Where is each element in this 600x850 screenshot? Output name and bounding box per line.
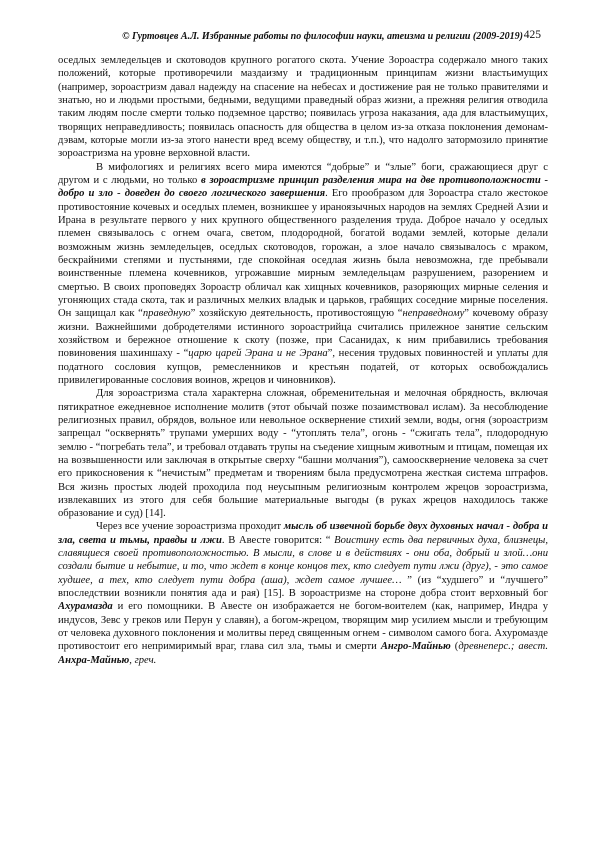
text-run: . В Авесте говорится: “: [221, 534, 335, 546]
emphasis-bold-italic: в зороастризме принцип разделения мира на две противоположности - добро и зло - доведен до своего логического завершения: [58, 174, 548, 200]
emphasis-italic: неправедному: [402, 308, 465, 320]
emphasis-italic: царю царей Эрана и не Эрана: [188, 348, 328, 360]
emphasis-italic: греч.: [134, 654, 157, 666]
text-run: ” (из “худшего” и “лучшего” впоследствии возникли понятия ада и рая) [15]. В зороастризме на стороне добра стоит верховный бог: [58, 574, 548, 600]
text-run: . Его прообразом для Зороастра стало жестокое противостояние кочевых и оседлых племен, возникшее у ираноязычных народов на землях Средней Азии и Ирана в результате первого у них крупного общественного разделения труда. Доброе начало у оседлых племен связывалось с огнем очага, светом, плодородной, богатой водами землей, которые делали возможным жизнь земледельцев, оседлых скотоводов, горожан, а злое начало связывалось с мраком, бескрайними степями и пустынями, где спокойная оседлая жизнь была невозможна, где пребывали воинственные племена кочевников, угрожавшие мирным земледельцам разрушением, разорением и смертью. В своих проповедях Зороастр обличал как хищных кочевников, разоряющих мирные селения и угоняющих стада скота, так и различных мелких владык и царьков, грабящих соседние мирные поселения. Он защищал как “: [58, 188, 548, 320]
emphasis-bold-italic: мысль об извечной борьбе двух духовных начал - добра и зла, света и тьмы, правды и лжи: [58, 521, 548, 546]
text-run: ”, несения трудовых повинностей и уплаты для податного сословия купцов, ремесленников и крестьян податей, от которых освобождались привилегированные сословия воинов, жрецов и чиновников).: [58, 348, 548, 386]
emphasis-italic: Воистину есть два первичных духа, близнецы, славящиеся своей противоположностью. В мысли, в слове и в действиях - они оба, добрый и злой…они создали бытие и небытие, и то, что ждет в конце концов тех, кто следует пути лжи (друг), - это самое худшее, а тех, кто следует пути добра (аша), ждет самое лучшее…: [58, 534, 548, 586]
text-run: ” хозяйскую деятельность, противостоящую “: [190, 308, 403, 320]
paragraph: [58, 54, 548, 161]
running-header: © Гуртовцев А.Л. Избранные работы по философии науки, атеизма и религии (2009-2019): [122, 31, 523, 42]
emphasis-italic: праведную: [142, 308, 191, 320]
paragraph: [58, 387, 548, 520]
text-run: оседлых земледельцев и скотоводов крупного рогатого скота. Учение Зороастра содержало много таких положений, которые противоречили маздаизму и традиционным принципам жизни властьимущих (например, зороастризм давал надежду на спасение на небесах и достижение рая не только правителями и знатью, но и людьми простыми, бедными, ведущими праведный образ жизни, а прежняя религия отводила таким людям после смерти только подземное царство; появилась угроза наказания, ада для властьимущих, творящих неправедливость; появилась опасность для общества в целом из-за отказа поклонения демонам-дэвам, которые могли из-за этого нанести вред всему обществу, и т.п.), что надолго затормозило принятие зороастризма на уровне верховной власти.: [58, 55, 548, 160]
paragraph: [58, 520, 548, 667]
text-run: и его помощники. В Авесте он изображается не богом-воителем (как, например, Индра у индусов, Зевс у греков или Перун у славян), а богом-жрецом, творящим мир усилием мысли и требующим от человека духовного поклонения и молитвы перед священным огнем - символом самого бога. Ахуромазде противостоит его непримиримый враг, глава сил зла, тьмы и смерти: [58, 601, 548, 653]
text-run: Для зороастризма стала характерна сложная, обременительная и мелочная обрядность, включая пятикратное ежедневное исполнение молитв (этот обычай позже позаимствовал ислам). За несоблюдение религиозных правил, обрядов, вольное или невольное осквернение стихий земли, воды, огня (зороастризм запрещал “осквернять” трупами умерших воду - “утоплять тела”, огонь - “сжигать тела”, плодородную землю - “погребать тела”, и требовал отдавать трупы на съедение хищным животным и птицам, помещая их на возвышенности или заключая в открытые сверху “башни молчания”), самоосквернение человека за счет его прикосновения к “нечистым” предметам и творениям была предусмотрена жесткая система штрафов. Вся жизнь простых людей проходила под неусыпным религиозным контролем жрецов зороастризма, извлекавших из этого для себя большие материальные выгоды (в руках жрецов находилось также образование и суд) [14].: [58, 388, 548, 520]
paragraph: [58, 161, 548, 388]
emphasis-bold-italic: Ахурамазда: [58, 601, 113, 613]
text-run: (: [450, 641, 459, 653]
text-run: Через все учение зороастризма проходит: [96, 521, 284, 533]
page-number: 425: [523, 29, 541, 41]
emphasis-bold-italic: Ангро-Майнью: [380, 641, 451, 653]
emphasis-bold-italic: Анхра-Майнью: [58, 654, 130, 666]
text-run: ,: [129, 654, 135, 666]
text-run: ” кочевому образу жизни. Важнейшими добродетелями истинного зороастрийца считались прилежное занятие сельским хозяйством и бережное отношение к скоту (позже, при Сасанидах, к ним прибавились требования повиновения шахиншаху - “: [58, 308, 548, 360]
body-text: [58, 54, 548, 844]
text-run: В мифологиях и религиях всего мира имеются “добрые” и “злые” боги, сражающиеся друг с другом и с людьми, но только: [58, 161, 548, 186]
emphasis-italic: древнеперс.; авест.: [458, 641, 548, 653]
